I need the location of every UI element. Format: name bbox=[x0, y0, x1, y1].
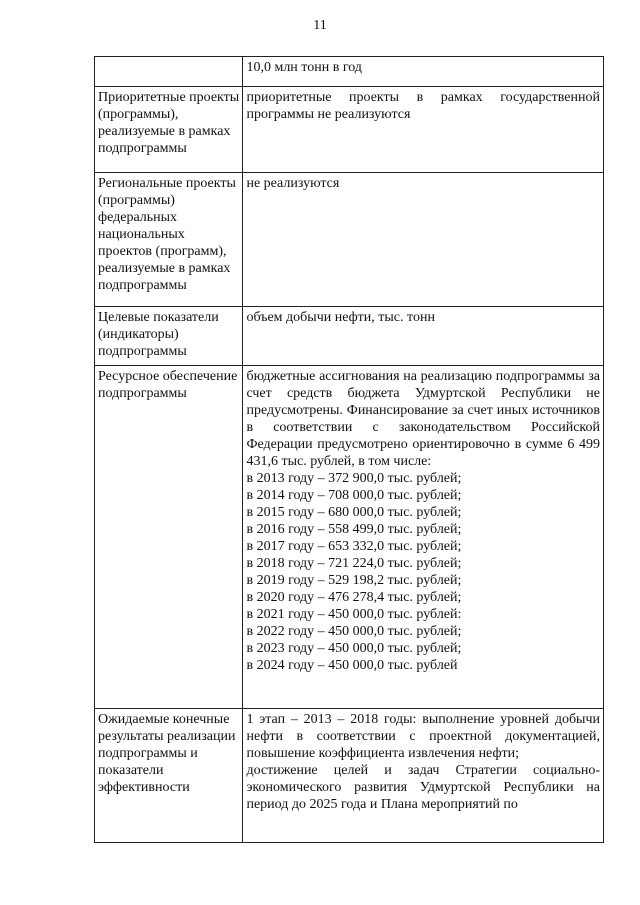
row-label-expected-results: Ожидаемые конечные результаты реализации подпрограммы и показатели эффективности bbox=[95, 709, 243, 843]
table-row bbox=[95, 307, 604, 366]
row-value-priority-projects: приоритетные проекты в рамках государственной программы не реализуются bbox=[243, 87, 604, 173]
expected-results-strategy: достижение целей и задач Стратегии социально-экономического развития Удмуртской Республики на период до 2025 года и Плана мероприятий по bbox=[246, 763, 600, 812]
page-number: 11 bbox=[313, 18, 327, 33]
row-value-regional-projects: не реализуются bbox=[243, 173, 604, 307]
table-row bbox=[95, 87, 604, 173]
table-row bbox=[95, 709, 604, 843]
funding-intro: бюджетные ассигнования на реализацию подпрограммы за счет средств бюджета Удмуртской Республики не предусмотрены. Финансирование за счет иных источников в соответствии с законодательством Российской Федерации предусмотрено ориентировочно в сумме 6 499 431,6 тыс. рублей, в том числе: bbox=[246, 369, 600, 469]
funding-year-2024: в 2024 году – 450 000,0 тыс. рублей bbox=[246, 658, 458, 673]
table-row bbox=[95, 57, 604, 87]
funding-year-2014: в 2014 году – 708 000,0 тыс. рублей; bbox=[246, 488, 462, 503]
funding-year-2022: в 2022 году – 450 000,0 тыс. рублей; bbox=[246, 624, 462, 639]
table-row bbox=[95, 366, 604, 709]
table-row bbox=[95, 173, 604, 307]
funding-year-2018: в 2018 году – 721 224,0 тыс. рублей; bbox=[246, 556, 462, 571]
expected-results-stage-1: 1 этап – 2013 – 2018 годы: выполнение уровней добычи нефти в соответствии с проектной документацией, повышение коэффициента извлечения нефти; bbox=[246, 712, 600, 761]
funding-year-2023: в 2023 году – 450 000,0 тыс. рублей; bbox=[246, 641, 462, 656]
row-label-priority-projects: Приоритетные проекты (программы), реализуемые в рамках подпрограммы bbox=[95, 87, 243, 173]
row-label-empty bbox=[95, 57, 243, 87]
funding-year-2017: в 2017 году – 653 332,0 тыс. рублей; bbox=[246, 539, 462, 554]
funding-year-2016: в 2016 году – 558 499,0 тыс. рублей; bbox=[246, 522, 462, 537]
row-label-resources: Ресурсное обеспечение подпрограммы bbox=[95, 366, 243, 709]
funding-year-2019: в 2019 году – 529 198,2 тыс. рублей; bbox=[246, 573, 462, 588]
subprogram-passport-table bbox=[94, 56, 604, 843]
row-value-resources bbox=[243, 366, 604, 709]
row-value-volume: 10,0 млн тонн в год bbox=[243, 57, 604, 87]
row-label-target-indicators: Целевые показатели (индикаторы) подпрограммы bbox=[95, 307, 243, 366]
row-value-target-indicators: объем добычи нефти, тыс. тонн bbox=[243, 307, 604, 366]
row-label-regional-projects: Региональные проекты (программы) федеральных национальных проектов (программ), реализуемые в рамках подпрограммы bbox=[95, 173, 243, 307]
row-value-expected-results bbox=[243, 709, 604, 843]
funding-year-2020: в 2020 году – 476 278,4 тыс. рублей; bbox=[246, 590, 462, 605]
funding-year-2015: в 2015 году – 680 000,0 тыс. рублей; bbox=[246, 505, 462, 520]
funding-year-2021: в 2021 году – 450 000,0 тыс. рублей: bbox=[246, 607, 462, 622]
funding-year-2013: в 2013 году – 372 900,0 тыс. рублей; bbox=[246, 471, 462, 486]
